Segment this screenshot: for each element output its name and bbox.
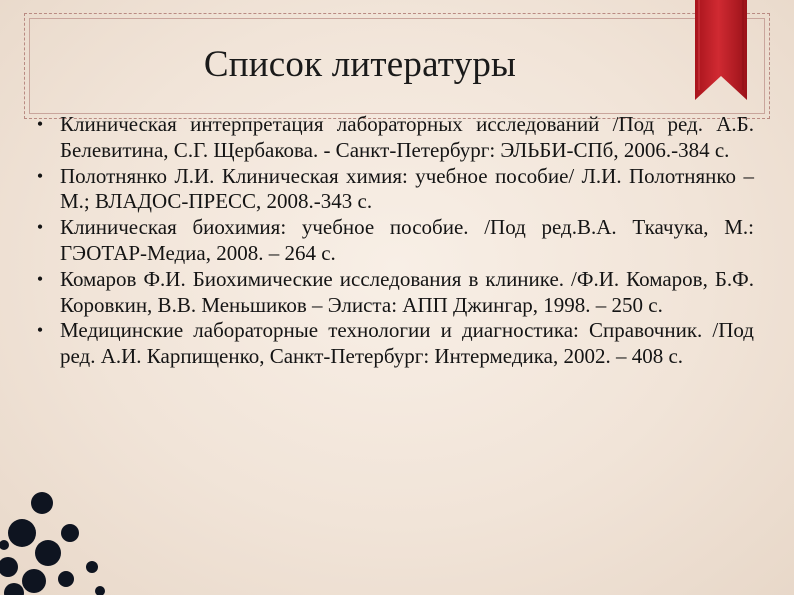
reference-text: Комаров Ф.И. Биохимические исследования в клинике. /Ф.И. Комаров, Б.Ф. Коровкин, В.В. Меньшиков – Элиста: АПП Джингар, 1998. – 250 с. <box>60 266 754 317</box>
page-title: Список литературы <box>203 44 517 85</box>
reference-text: Клиническая интерпретация лабораторных исследований /Под ред. А.Б. Белевитина, С.Г. Щербакова. - Санкт-Петербург: ЭЛЬБИ-СПб, 2006.-384 с. <box>60 112 754 162</box>
bullet-icon: • <box>36 268 44 289</box>
list-item <box>30 318 754 370</box>
list-item <box>30 215 754 267</box>
bullet-icon: • <box>36 217 44 238</box>
list-item <box>30 164 754 216</box>
reference-text: Медицинские лабораторные технологии и диагностика: Справочник. /Под ред. А.И. Карпищенко, Санкт-Петербург: Интермедика, 2002. – 408 с. <box>60 318 754 369</box>
reference-text: Полотнянко Л.И. Клиническая химия: учебное пособие/ Л.И. Полотнянко – М.; ВЛАДОС-ПРЕСС, 2008.-343 с. <box>60 163 754 214</box>
bullet-icon: • <box>36 165 44 186</box>
bookmark-ribbon-icon <box>695 0 747 100</box>
bullet-icon: • <box>36 320 44 341</box>
bullet-icon: • <box>36 114 44 134</box>
list-item <box>30 112 754 164</box>
ink-dots-decoration <box>0 475 130 595</box>
reference-text: Клиническая биохимия: учебное пособие. /Под ред.В.А. Ткачука, М.: ГЭОТАР-Медиа, 2008. – 264 с. <box>60 215 754 265</box>
reference-list <box>30 112 754 370</box>
list-item <box>30 267 754 319</box>
